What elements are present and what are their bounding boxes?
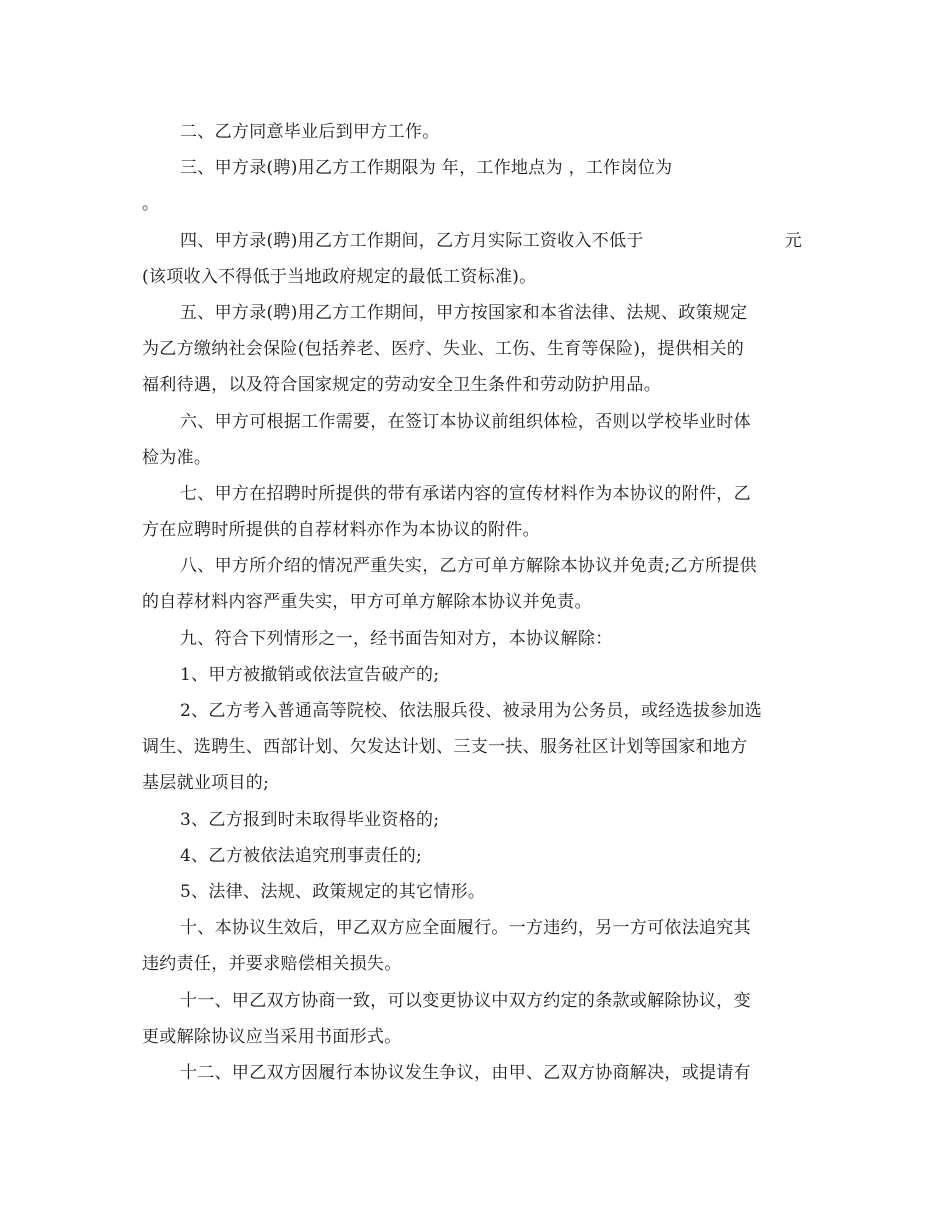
- clause-4: [142, 223, 802, 259]
- clause-7-cont: 方在应聘时所提供的自荐材料亦作为本协议的附件。: [142, 520, 540, 541]
- clause-9-item-4: 4、乙方被依法追究刑事责任的;: [180, 845, 423, 866]
- clause-3: 三、甲方录(聘)用乙方工作期限为 年，工作地点为 ，工作岗位为: [180, 158, 673, 179]
- clause-4-text: 四、甲方录(聘)用乙方工作期间，乙方月实际工资收入不低于: [180, 230, 644, 251]
- clause-5-cont: 为乙方缴纳社会保险(包括养老、医疗、失业、工伤、生育等保险)，提供相关的: [142, 339, 745, 360]
- clause-9-item-1: 1、甲方被撤销或依法宣告破产的;: [180, 664, 440, 685]
- clause-12: 十二、甲乙双方因履行本协议发生争议，由甲、乙双方协商解决，或提请有: [180, 1062, 751, 1083]
- clause-7: 七、甲方在招聘时所提供的带有承诺内容的宣传材料作为本协议的附件，乙: [180, 483, 751, 504]
- clause-3-cont: 。: [142, 194, 160, 215]
- clause-10: 十、本协议生效后，甲乙双方应全面履行。一方违约，另一方可依法追究其: [180, 918, 751, 939]
- clause-6: 六、甲方可根据工作需要，在签订本协议前组织体检，否则以学校毕业时体: [180, 411, 751, 432]
- clause-9-item-3: 3、乙方报到时未取得毕业资格的;: [180, 809, 440, 830]
- clause-5-cont: 福利待遇，以及符合国家规定的劳动安全卫生条件和劳动防护用品。: [142, 375, 661, 396]
- clause-9: 九、符合下列情形之一，经书面告知对方，本协议解除：: [180, 628, 613, 649]
- clause-9-item-2-cont: 基层就业项目的;: [142, 773, 270, 794]
- document-body: [142, 114, 802, 1091]
- clause-11: 十一、甲乙双方协商一致，可以变更协议中双方约定的条款或解除协议，变: [180, 990, 751, 1011]
- clause-5: 五、甲方录(聘)用乙方工作期间，甲方按国家和本省法律、法规、政策规定: [180, 302, 748, 323]
- clause-9-item-2-cont: 调生、选聘生、西部计划、欠发达计划、三支一扶、服务社区计划等国家和地方: [142, 737, 748, 758]
- clause-8-cont: 的自荐材料内容严重失实，甲方可单方解除本协议并免责。: [142, 592, 592, 613]
- clause-2: 二、乙方同意毕业后到甲方工作。: [180, 122, 440, 142]
- clause-4-cont: (该项收入不得低于当地政府规定的最低工资标准)。: [142, 266, 537, 287]
- clause-4-unit: 元: [784, 230, 802, 251]
- clause-10-cont: 违约责任，并要求赔偿相关损失。: [142, 954, 402, 975]
- clause-8: 八、甲方所介绍的情况严重失实，乙方可单方解除本协议并免责;乙方所提供: [180, 556, 757, 577]
- clause-9-item-2: 2、乙方考入普通高等院校、依法服兵役、被录用为公务员，或经选拔参加选: [180, 701, 763, 721]
- clause-11-cont: 更或解除协议应当采用书面形式。: [142, 1026, 402, 1047]
- clause-6-cont: 检为准。: [142, 447, 212, 468]
- clause-9-item-5: 5、法律、法规、政策规定的其它情形。: [180, 881, 486, 902]
